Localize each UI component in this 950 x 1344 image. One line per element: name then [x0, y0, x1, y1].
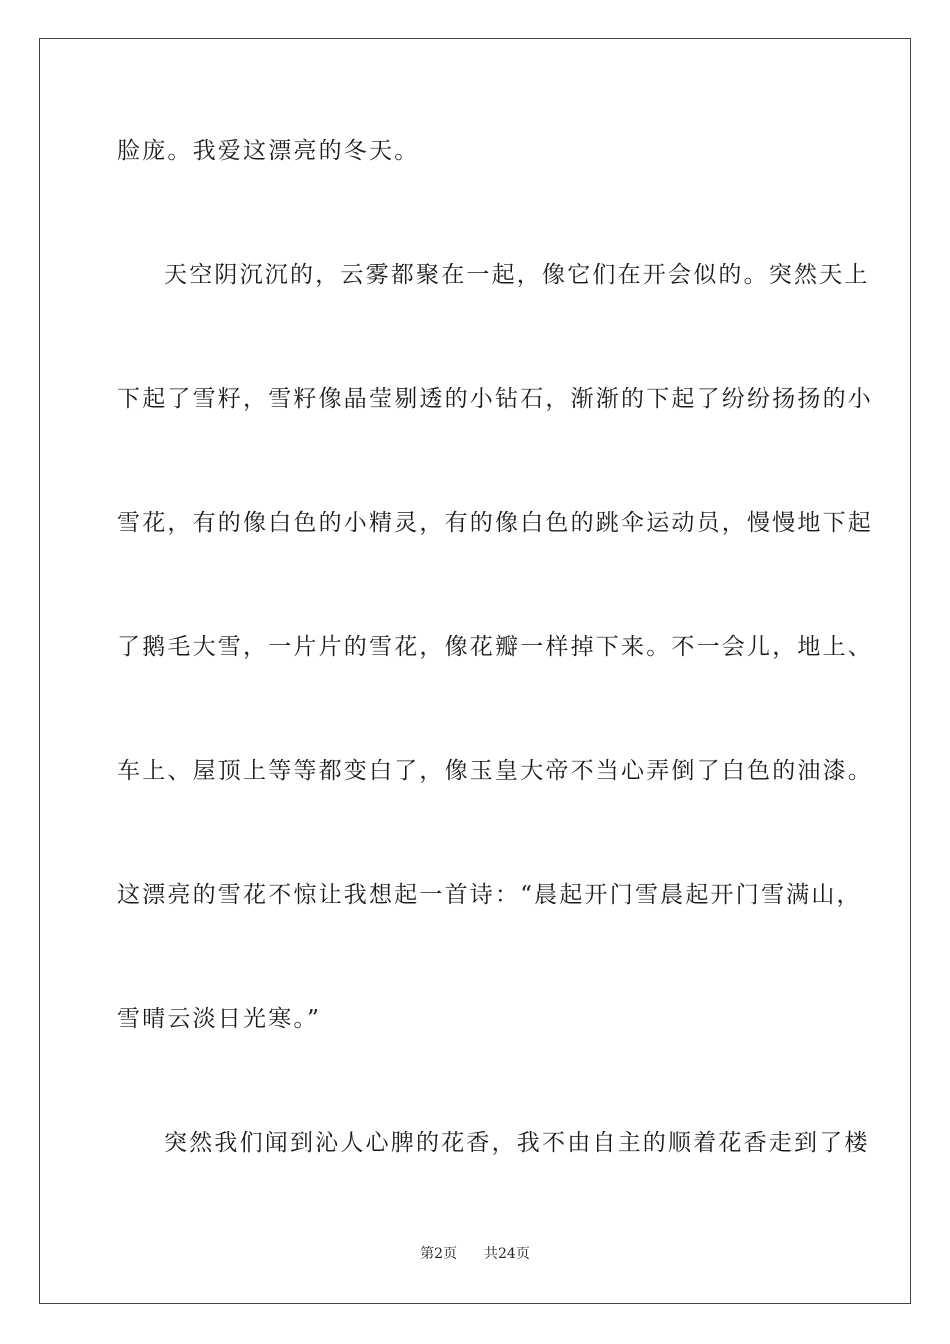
text-line-5: 了鹅毛大雪，一片片的雪花，像花瓣一样掉下来。不一会儿，地上、	[117, 634, 873, 660]
text-line-7: 这漂亮的雪花不惊让我想起一首诗：“晨起开门雪晨起开门雪满山，	[117, 882, 862, 908]
text-line-8: 雪晴云淡日光寒。”	[117, 1006, 322, 1032]
text-line-3: 下起了雪籽，雪籽像晶莹剔透的小钻石，渐渐的下起了纷纷扬扬的小	[117, 386, 873, 412]
page-footer	[0, 1245, 950, 1263]
text-line-1: 脸庞。我爱这漂亮的冬天。	[117, 138, 420, 164]
page-number: 第2页	[420, 1246, 458, 1262]
page-total: 共24页	[484, 1246, 530, 1262]
text-line-2: 天空阴沉沉的，云雾都聚在一起，像它们在开会似的。突然天上	[164, 262, 870, 288]
text-line-6: 车上、屋顶上等等都变白了，像玉皇大帝不当心弄倒了白色的油漆。	[117, 758, 873, 784]
page-border	[39, 38, 911, 1304]
text-line-4: 雪花，有的像白色的小精灵，有的像白色的跳伞运动员，慢慢地下起	[117, 510, 873, 536]
text-line-9: 突然我们闻到沁人心脾的花香，我不由自主的顺着花香走到了楼	[164, 1130, 870, 1156]
